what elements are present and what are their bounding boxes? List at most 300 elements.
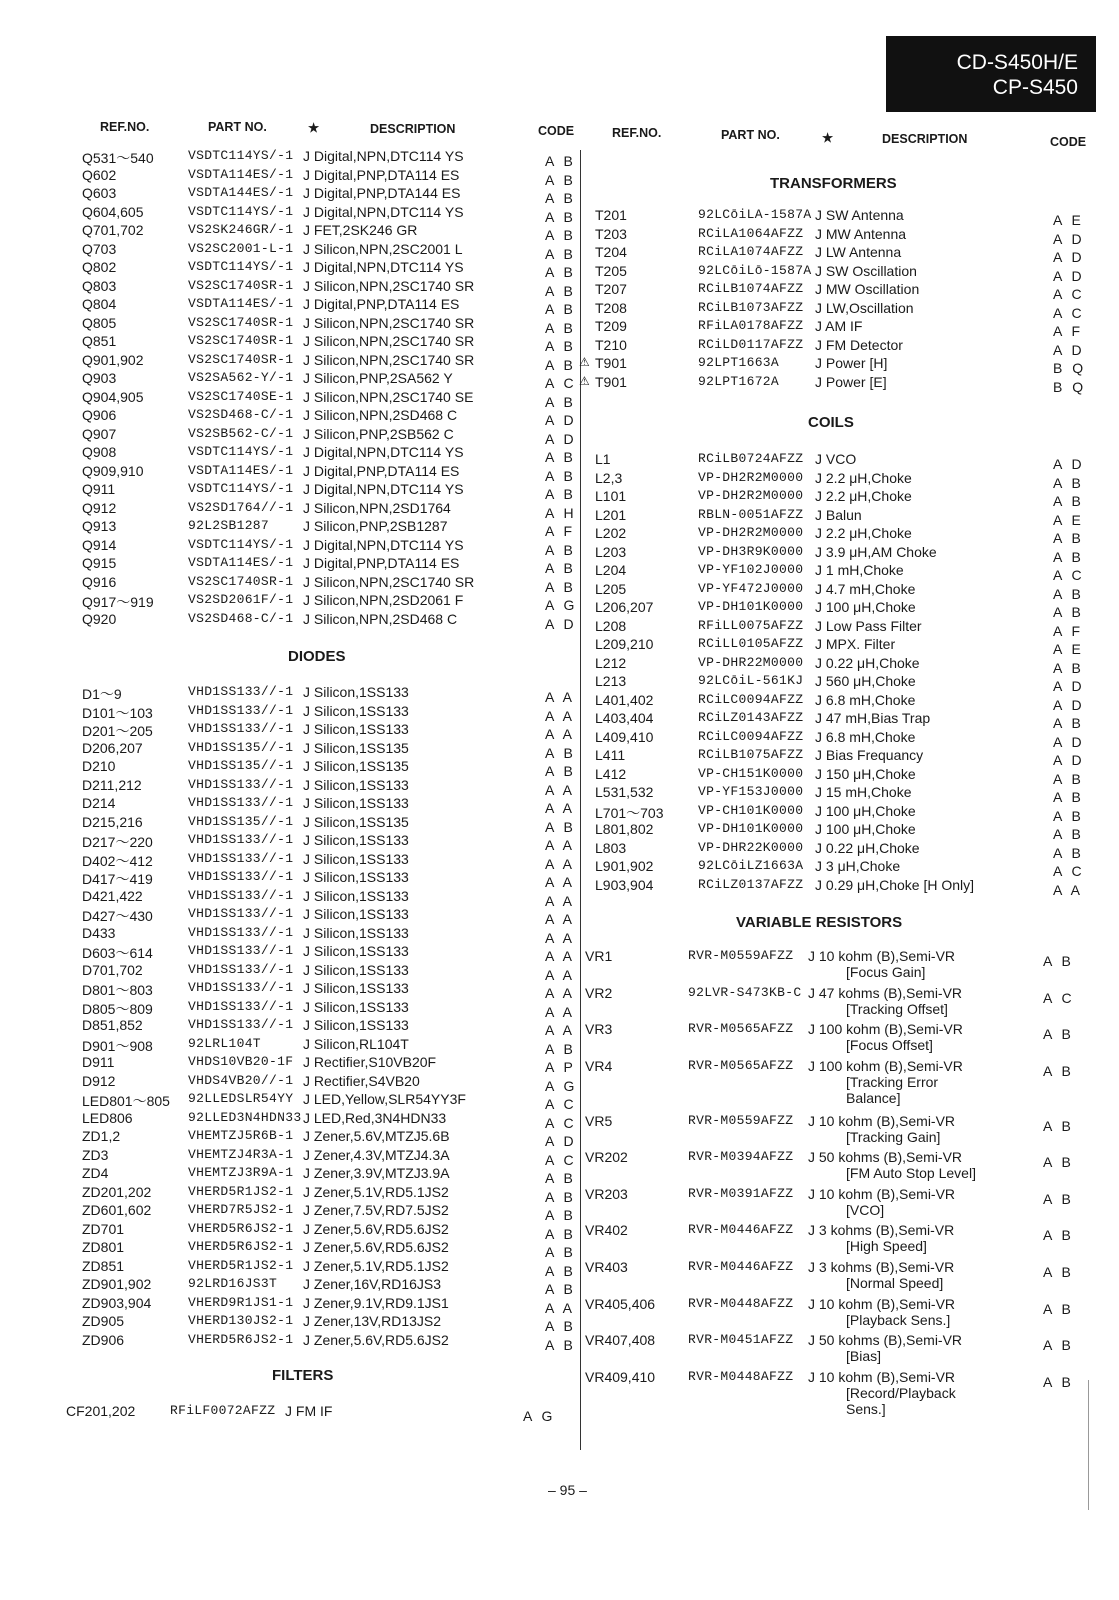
description-line: J 3 kohms (B),Semi-VR	[808, 1222, 955, 1239]
ref-no: L204	[595, 562, 627, 578]
table-row	[0, 426, 1119, 445]
price-code: A B	[1053, 493, 1084, 509]
ref-no: Q908	[82, 444, 117, 460]
price-code: A B	[1053, 807, 1084, 824]
table-row	[0, 985, 1119, 1022]
part-no: VS2SD1764//-1	[188, 499, 294, 515]
ref-no: T210	[595, 336, 627, 353]
table-row	[0, 451, 1119, 470]
price-code: A A	[545, 1022, 576, 1038]
part-no: VHD1SS133//-1	[188, 850, 294, 866]
ref-no: D211,212	[82, 776, 142, 793]
part-no: RVR-M0446AFZZ	[688, 1222, 794, 1238]
col-desc-left: DESCRIPTION	[370, 122, 456, 136]
description	[808, 1021, 963, 1053]
price-code: A B	[545, 208, 576, 225]
price-code: A B	[545, 578, 576, 595]
description: J LED,Red,3N4HDN33	[303, 1109, 447, 1126]
ref-no: ZD801	[82, 1239, 125, 1255]
ref-no: D912	[82, 1072, 116, 1089]
description: J Silicon,NPN,2SC2001 L	[303, 240, 463, 257]
ref-no: VR409,410	[585, 1368, 656, 1385]
part-no: RFiLF0072AFZZ	[170, 1403, 276, 1418]
description: J Digital,NPN,DTC114 YS	[303, 148, 464, 164]
ref-no: T209	[595, 318, 627, 334]
table-row	[0, 1058, 1119, 1113]
price-code: A B	[1053, 789, 1084, 805]
part-no: VS2SD468-C/-1	[188, 407, 294, 422]
part-no: RVR-M0448AFZZ	[688, 1295, 794, 1311]
part-no: VHD1SS133//-1	[188, 869, 294, 884]
description-line: J 10 kohm (B),Semi-VR	[808, 948, 956, 964]
part-no: 92LCōiL-561KJ	[698, 673, 804, 688]
description: J SW Antenna	[815, 207, 904, 223]
part-no: VSDTC114YS/-1	[188, 148, 294, 163]
model-title-2: CP-S450	[992, 76, 1078, 99]
description-line: [Tracking Gain]	[846, 1128, 941, 1145]
description: J Silicon,1SS133	[303, 776, 409, 793]
description	[808, 1259, 954, 1291]
table-row	[0, 744, 1119, 768]
price-code: A B	[545, 1170, 576, 1186]
part-no: RCiLC0094AFZZ	[698, 728, 804, 744]
price-code: A B	[545, 393, 576, 410]
description-line: J 100 kohm (B),Semi-VR	[808, 1021, 963, 1038]
description: J Digital,PNP,DTA144 ES	[303, 185, 461, 201]
description-line: J 50 kohms (B),Semi-VR	[808, 1149, 963, 1166]
ref-no: VR203	[585, 1185, 628, 1202]
description: J FM IF	[285, 1403, 333, 1419]
description: J Power [H]	[815, 355, 888, 371]
description-line: [FM Auto Stop Level]	[846, 1165, 976, 1182]
description: J Zener,5.6V,MTZJ5.6B	[303, 1128, 450, 1144]
description: J Silicon,1SS133	[303, 980, 409, 996]
ref-no: L701～703	[595, 804, 664, 821]
description: J Silicon,1SS135	[303, 813, 409, 830]
part-no: RCiLD0117AFZZ	[698, 336, 804, 352]
section-variable-resistors: VARIABLE RESISTORS	[736, 914, 903, 931]
price-code: A F	[1053, 323, 1084, 339]
part-no: VS2SC1740SR-1	[188, 277, 294, 293]
description-line: [Bias]	[846, 1348, 882, 1365]
description: J MPX. Filter	[815, 636, 896, 652]
price-code: A B	[1043, 1190, 1074, 1207]
price-code: A B	[545, 1188, 576, 1205]
table-row	[0, 1113, 1119, 1150]
part-no: RCiLB1075AFZZ	[698, 747, 804, 762]
warning-triangle-icon: ⚠	[579, 373, 590, 388]
part-no: RFiLA0178AFZZ	[698, 318, 804, 333]
description: J Silicon,1SS135	[303, 758, 409, 774]
ref-no: L201	[595, 506, 627, 523]
description: J Silicon,1SS133	[303, 869, 409, 885]
ref-no: D901～908	[82, 1037, 153, 1054]
ref-no: Q917～919	[82, 594, 154, 610]
price-code: A B	[545, 763, 576, 779]
ref-no: D210	[82, 758, 116, 774]
description: J Silicon,NPN,2SC1740 SR	[303, 573, 475, 590]
part-no: VHD1SS133//-1	[188, 832, 294, 847]
price-code: A B	[545, 319, 576, 336]
description-line: [Playback Sens.]	[846, 1311, 951, 1328]
part-no: VP-YF472J0000	[698, 580, 804, 596]
table-row	[0, 488, 1119, 507]
price-code: A B	[545, 1336, 576, 1353]
table-row	[0, 729, 1119, 748]
price-code: A B	[545, 1318, 576, 1334]
price-code: A C	[1053, 567, 1085, 583]
description: J Digital,NPN,DTC114 YS	[303, 259, 464, 275]
price-code: A B	[1053, 826, 1084, 842]
ref-no: T207	[595, 281, 627, 297]
description: J MW Oscillation	[815, 281, 920, 297]
ref-no: Q904,905	[82, 388, 144, 405]
description: J FET,2SK246 GR	[303, 222, 418, 238]
ref-no: L213	[595, 673, 627, 689]
description: J Silicon,1SS133	[303, 702, 409, 719]
table-row	[0, 167, 1119, 186]
table-row	[0, 148, 1119, 167]
part-no: RVR-M0559AFZZ	[688, 1112, 794, 1128]
description-line: [Tracking Error	[846, 1073, 939, 1090]
description: J 100 μH,Choke	[815, 802, 916, 819]
table-row	[0, 1021, 1119, 1058]
description: J Digital,NPN,DTC114 YS	[303, 203, 464, 220]
price-code: A C	[545, 1096, 577, 1112]
ref-no: Q851	[82, 333, 117, 349]
ref-no: L101	[595, 488, 627, 504]
part-no: VS2SC1740SE-1	[188, 388, 294, 404]
ref-no: ZD906	[82, 1331, 125, 1348]
part-no: RVR-M0391AFZZ	[688, 1185, 794, 1201]
col-part-left: PART NO.	[208, 120, 267, 134]
description: J Silicon,1SS133	[303, 1017, 409, 1033]
part-no: VP-DHR22K0000	[698, 839, 804, 855]
part-no: VHERD9R1JS1-1	[188, 1294, 294, 1310]
part-no: VSDTA114ES/-1	[188, 555, 294, 570]
price-code: A B	[545, 467, 576, 484]
part-no: VS2SC2001-L-1	[188, 240, 294, 256]
description: J 2.2 μH,Choke	[815, 488, 912, 504]
ref-no: ZD901,902	[82, 1276, 152, 1292]
part-no: 92LCōiLō-1587A	[698, 262, 812, 278]
part-no: VP-DH101K0000	[698, 821, 804, 836]
ref-no: L403,404	[595, 710, 654, 726]
part-no: VHD1SS133//-1	[188, 943, 294, 958]
part-no: VSDTA114ES/-1	[188, 166, 294, 182]
ref-no: Q912	[82, 499, 117, 516]
description: J Digital,PNP,DTA114 ES	[303, 555, 460, 571]
table-row	[0, 1183, 1119, 1223]
price-code: A D	[1053, 230, 1085, 247]
part-no: VHD1SS133//-1	[188, 795, 294, 810]
table-row	[0, 1332, 1119, 1369]
part-no: RCiLB1074AFZZ	[698, 281, 804, 296]
description: J Zener,13V,RD13JS2	[303, 1313, 442, 1329]
description	[808, 1332, 962, 1364]
price-code: A B	[1043, 1117, 1074, 1134]
ref-no: D417～419	[82, 871, 153, 887]
ref-no: VR5	[585, 1112, 613, 1129]
ref-no: ZD601,602	[82, 1202, 152, 1218]
part-no: VHEMTZJ5R6B-1	[188, 1128, 294, 1143]
ref-no: Q701,702	[82, 222, 144, 238]
col-code-left: CODE	[538, 124, 575, 138]
part-no: 92LLEDSLR54YY	[188, 1091, 294, 1106]
ref-no: ZD903,904	[82, 1294, 152, 1311]
part-no: VSDTC114YS/-1	[188, 444, 294, 459]
ref-no: D801～803	[82, 982, 153, 998]
part-no: 92LVR-S473KB-C	[688, 984, 802, 1000]
ref-no: CF201,202	[66, 1403, 136, 1419]
price-code: A C	[1053, 286, 1085, 302]
description: J Power [E]	[815, 373, 887, 390]
table-row	[0, 599, 1119, 618]
price-code: A B	[545, 171, 576, 188]
price-code: A B	[1043, 1337, 1074, 1354]
ref-no: D603～614	[82, 945, 153, 961]
price-code: A B	[545, 190, 576, 206]
table-row	[0, 467, 1119, 491]
table-row	[0, 407, 1119, 426]
price-code: A B	[545, 449, 576, 465]
ref-no: L203	[595, 543, 627, 560]
description: J 6.8 mH,Choke	[815, 728, 916, 745]
description	[808, 1296, 955, 1328]
part-no: VSDTA144ES/-1	[188, 185, 294, 200]
section-filters: FILTERS	[272, 1367, 334, 1384]
ref-no: Q603	[82, 185, 117, 201]
description: J 6.8 mH,Choke	[815, 691, 916, 708]
part-no: RCiLB1073AFZZ	[698, 299, 804, 315]
part-no: VP-DH2R2M0000	[698, 525, 804, 540]
description: J Silicon,PNP,2SB1287	[303, 518, 448, 534]
ref-no: Q913	[82, 518, 117, 534]
ref-no: Q531～540	[82, 150, 154, 166]
part-no: RBLN-0051AFZZ	[698, 506, 804, 522]
price-code: A C	[545, 375, 577, 391]
table-row	[0, 655, 1119, 674]
part-no: VHD1SS133//-1	[188, 924, 294, 940]
part-no: VHD1SS133//-1	[188, 998, 294, 1014]
price-code: A B	[1043, 1227, 1074, 1244]
table-row	[0, 281, 1119, 300]
description: J Silicon,1SS135	[303, 739, 409, 756]
part-no: VS2SB562-C/-1	[188, 425, 294, 441]
part-no: VHERD5R6JS2-1	[188, 1220, 294, 1236]
part-no: VS2SC1740SR-1	[188, 314, 294, 330]
description: J LW Antenna	[815, 244, 902, 260]
ref-no: ZD3	[82, 1146, 109, 1163]
price-code: A D	[1053, 733, 1085, 750]
ref-no: L208	[595, 617, 627, 634]
description-line: J 3 kohms (B),Semi-VR	[808, 1259, 955, 1276]
ref-no: T203	[595, 225, 627, 242]
ref-no: VR4	[585, 1057, 613, 1074]
part-no: VHD1SS133//-1	[188, 887, 294, 903]
ref-no: LED801～805	[82, 1093, 170, 1109]
ref-no: T204	[595, 244, 627, 260]
table-row	[0, 803, 1119, 822]
price-code: A D	[1053, 678, 1085, 694]
ref-no: L801,802	[595, 821, 654, 837]
description: J Silicon,NPN,2SD468 C	[303, 610, 458, 627]
description: J Silicon,NPN,2SD1764	[303, 499, 451, 516]
ref-no: L411	[595, 747, 626, 763]
part-no: VS2SD468-C/-1	[188, 610, 294, 626]
part-no: VHEMTZJ3R9A-1	[188, 1165, 294, 1180]
table-row	[0, 1222, 1119, 1259]
part-no: RVR-M0565AFZZ	[688, 1057, 794, 1073]
part-no: VP-YF153J0000	[698, 784, 804, 799]
description: J Silicon,1SS133	[303, 795, 409, 811]
ref-no: Q909,910	[82, 462, 144, 479]
description: J Silicon,PNP,2SA562 Y	[303, 370, 453, 386]
description: J 4.7 mH,Choke	[815, 580, 916, 597]
table-row	[0, 226, 1119, 245]
col-desc-right: DESCRIPTION	[882, 132, 968, 146]
part-no: VHERD5R1JS2-1	[188, 1257, 294, 1273]
section-coils: COILS	[808, 414, 854, 431]
part-no: VS2SA562-Y/-1	[188, 370, 294, 385]
price-code: A B	[545, 541, 576, 558]
ref-no: L209,210	[595, 636, 654, 652]
ref-no: D805～809	[82, 1000, 153, 1017]
col-code-right: CODE	[1050, 135, 1087, 149]
price-code: A B	[545, 153, 576, 169]
ref-no: L412	[595, 765, 627, 782]
description: J Digital,NPN,DTC114 YS	[303, 481, 464, 497]
part-no: VP-CH151K0000	[698, 765, 804, 781]
table-row	[0, 1259, 1119, 1296]
price-code: B Q	[1053, 378, 1087, 395]
price-code: A A	[545, 911, 576, 927]
description: J 1 mH,Choke	[815, 562, 904, 578]
description: J 100 μH,Choke	[815, 599, 916, 615]
part-no: VP-CH101K0000	[698, 802, 804, 818]
price-code: A B	[545, 338, 576, 354]
description: J 3.9 μH,AM Choke	[815, 543, 937, 560]
ref-no: D421,422	[82, 887, 143, 904]
ref-no: VR202	[585, 1149, 628, 1166]
ref-no: T201	[595, 207, 627, 223]
price-code: A B	[545, 356, 576, 373]
price-code: A B	[545, 1281, 576, 1297]
part-no: VHD1SS133//-1	[188, 702, 294, 718]
description: J Zener,7.5V,RD7.5JS2	[303, 1202, 449, 1218]
price-code: A B	[1043, 1026, 1074, 1043]
part-no: RCiLZ0137AFZZ	[698, 876, 804, 892]
price-code: A A	[545, 874, 576, 890]
ref-no: Q803	[82, 277, 117, 294]
ref-no: Q703	[82, 240, 117, 257]
table-row	[0, 877, 1119, 896]
price-code: A A	[545, 966, 576, 983]
part-no: VHD1SS133//-1	[188, 776, 294, 792]
part-no: VP-DH2R2M0000	[698, 469, 804, 485]
description: J LW,Oscillation	[815, 299, 914, 316]
variable-resistors-table	[0, 948, 1119, 1424]
ref-no: ZD851	[82, 1257, 125, 1274]
description-line: J 50 kohms (B),Semi-VR	[808, 1332, 963, 1349]
description: J 2.2 μH,Choke	[815, 469, 912, 486]
price-code: A B	[1043, 1373, 1074, 1390]
price-code: A C	[545, 1114, 577, 1131]
part-no: RCiLB0724AFZZ	[698, 451, 804, 466]
description: J FM Detector	[815, 336, 903, 353]
part-no: VHEMTZJ4R3A-1	[188, 1146, 294, 1162]
part-no: VS2SD2061F/-1	[188, 592, 294, 607]
ref-no: Q915	[82, 555, 117, 571]
ref-no: D1～9	[82, 686, 122, 702]
ref-no: Q604,605	[82, 203, 144, 220]
part-no: VHD1SS133//-1	[188, 1017, 294, 1032]
table-row	[0, 1296, 1119, 1333]
part-no: VS2SC1740SR-1	[188, 333, 294, 348]
part-no: 92LCōiLA-1587A	[698, 207, 812, 222]
price-code: A D	[1053, 456, 1085, 472]
description: J Zener,9.1V,RD9.1JS1	[303, 1294, 449, 1311]
description: J Zener,5.6V,RD5.6JS2	[303, 1331, 449, 1348]
description: J SW Oscillation	[815, 262, 917, 279]
price-code: A B	[1053, 659, 1084, 676]
description-line: Sens.]	[846, 1400, 886, 1417]
price-code: A D	[545, 430, 577, 447]
description: J Zener,5.6V,RD5.6JS2	[303, 1239, 449, 1255]
model-title-1: CD-S450H/E	[956, 51, 1078, 74]
col-star-left: ★	[308, 121, 320, 135]
part-no: VP-DH3R9K0000	[698, 543, 804, 559]
ref-no: D427～430	[82, 908, 153, 924]
ref-no: Q914	[82, 536, 117, 553]
description	[808, 1222, 954, 1254]
part-no: VHERD7R5JS2-1	[188, 1202, 294, 1217]
price-code: A B	[545, 1207, 576, 1223]
part-no: VHD1SS133//-1	[188, 721, 294, 736]
part-no: RVR-M0559AFZZ	[688, 948, 794, 963]
ref-no: L1	[595, 451, 611, 467]
price-code: A F	[545, 523, 576, 539]
table-row	[0, 541, 1119, 565]
description: J Digital,NPN,DTC114 YS	[303, 444, 464, 460]
table-row	[0, 766, 1119, 785]
price-code: A A	[545, 1003, 576, 1020]
price-code: A A	[545, 707, 576, 724]
description: J Silicon,NPN,2SD2061 F	[303, 592, 464, 608]
description: J Digital,NPN,DTC114 YS	[303, 536, 464, 553]
section-diodes: DIODES	[288, 648, 346, 665]
price-code: A B	[1053, 770, 1084, 787]
price-code: A A	[545, 689, 576, 705]
price-code: A B	[1043, 1300, 1074, 1317]
ref-no: VR402	[585, 1222, 628, 1239]
ref-no: VR2	[585, 984, 613, 1001]
price-code: A G	[523, 1408, 556, 1424]
description	[808, 1058, 963, 1106]
price-code: A B	[1053, 844, 1084, 861]
part-no: VHDS10VB20-1F	[188, 1054, 294, 1069]
transformers-table	[0, 207, 1119, 395]
description-line: [Focus Gain]	[846, 964, 926, 980]
ref-no: T208	[595, 299, 627, 316]
price-code: A E	[1053, 511, 1084, 528]
part-no: 92LCōiLZ1663A	[698, 858, 804, 873]
ref-no: D433	[82, 924, 116, 941]
price-code: A G	[545, 1077, 578, 1094]
part-no: VS2SC1740SR-1	[188, 573, 294, 589]
description: J Silicon,1SS133	[303, 924, 409, 941]
part-no: 92LPT1672A	[698, 373, 780, 389]
